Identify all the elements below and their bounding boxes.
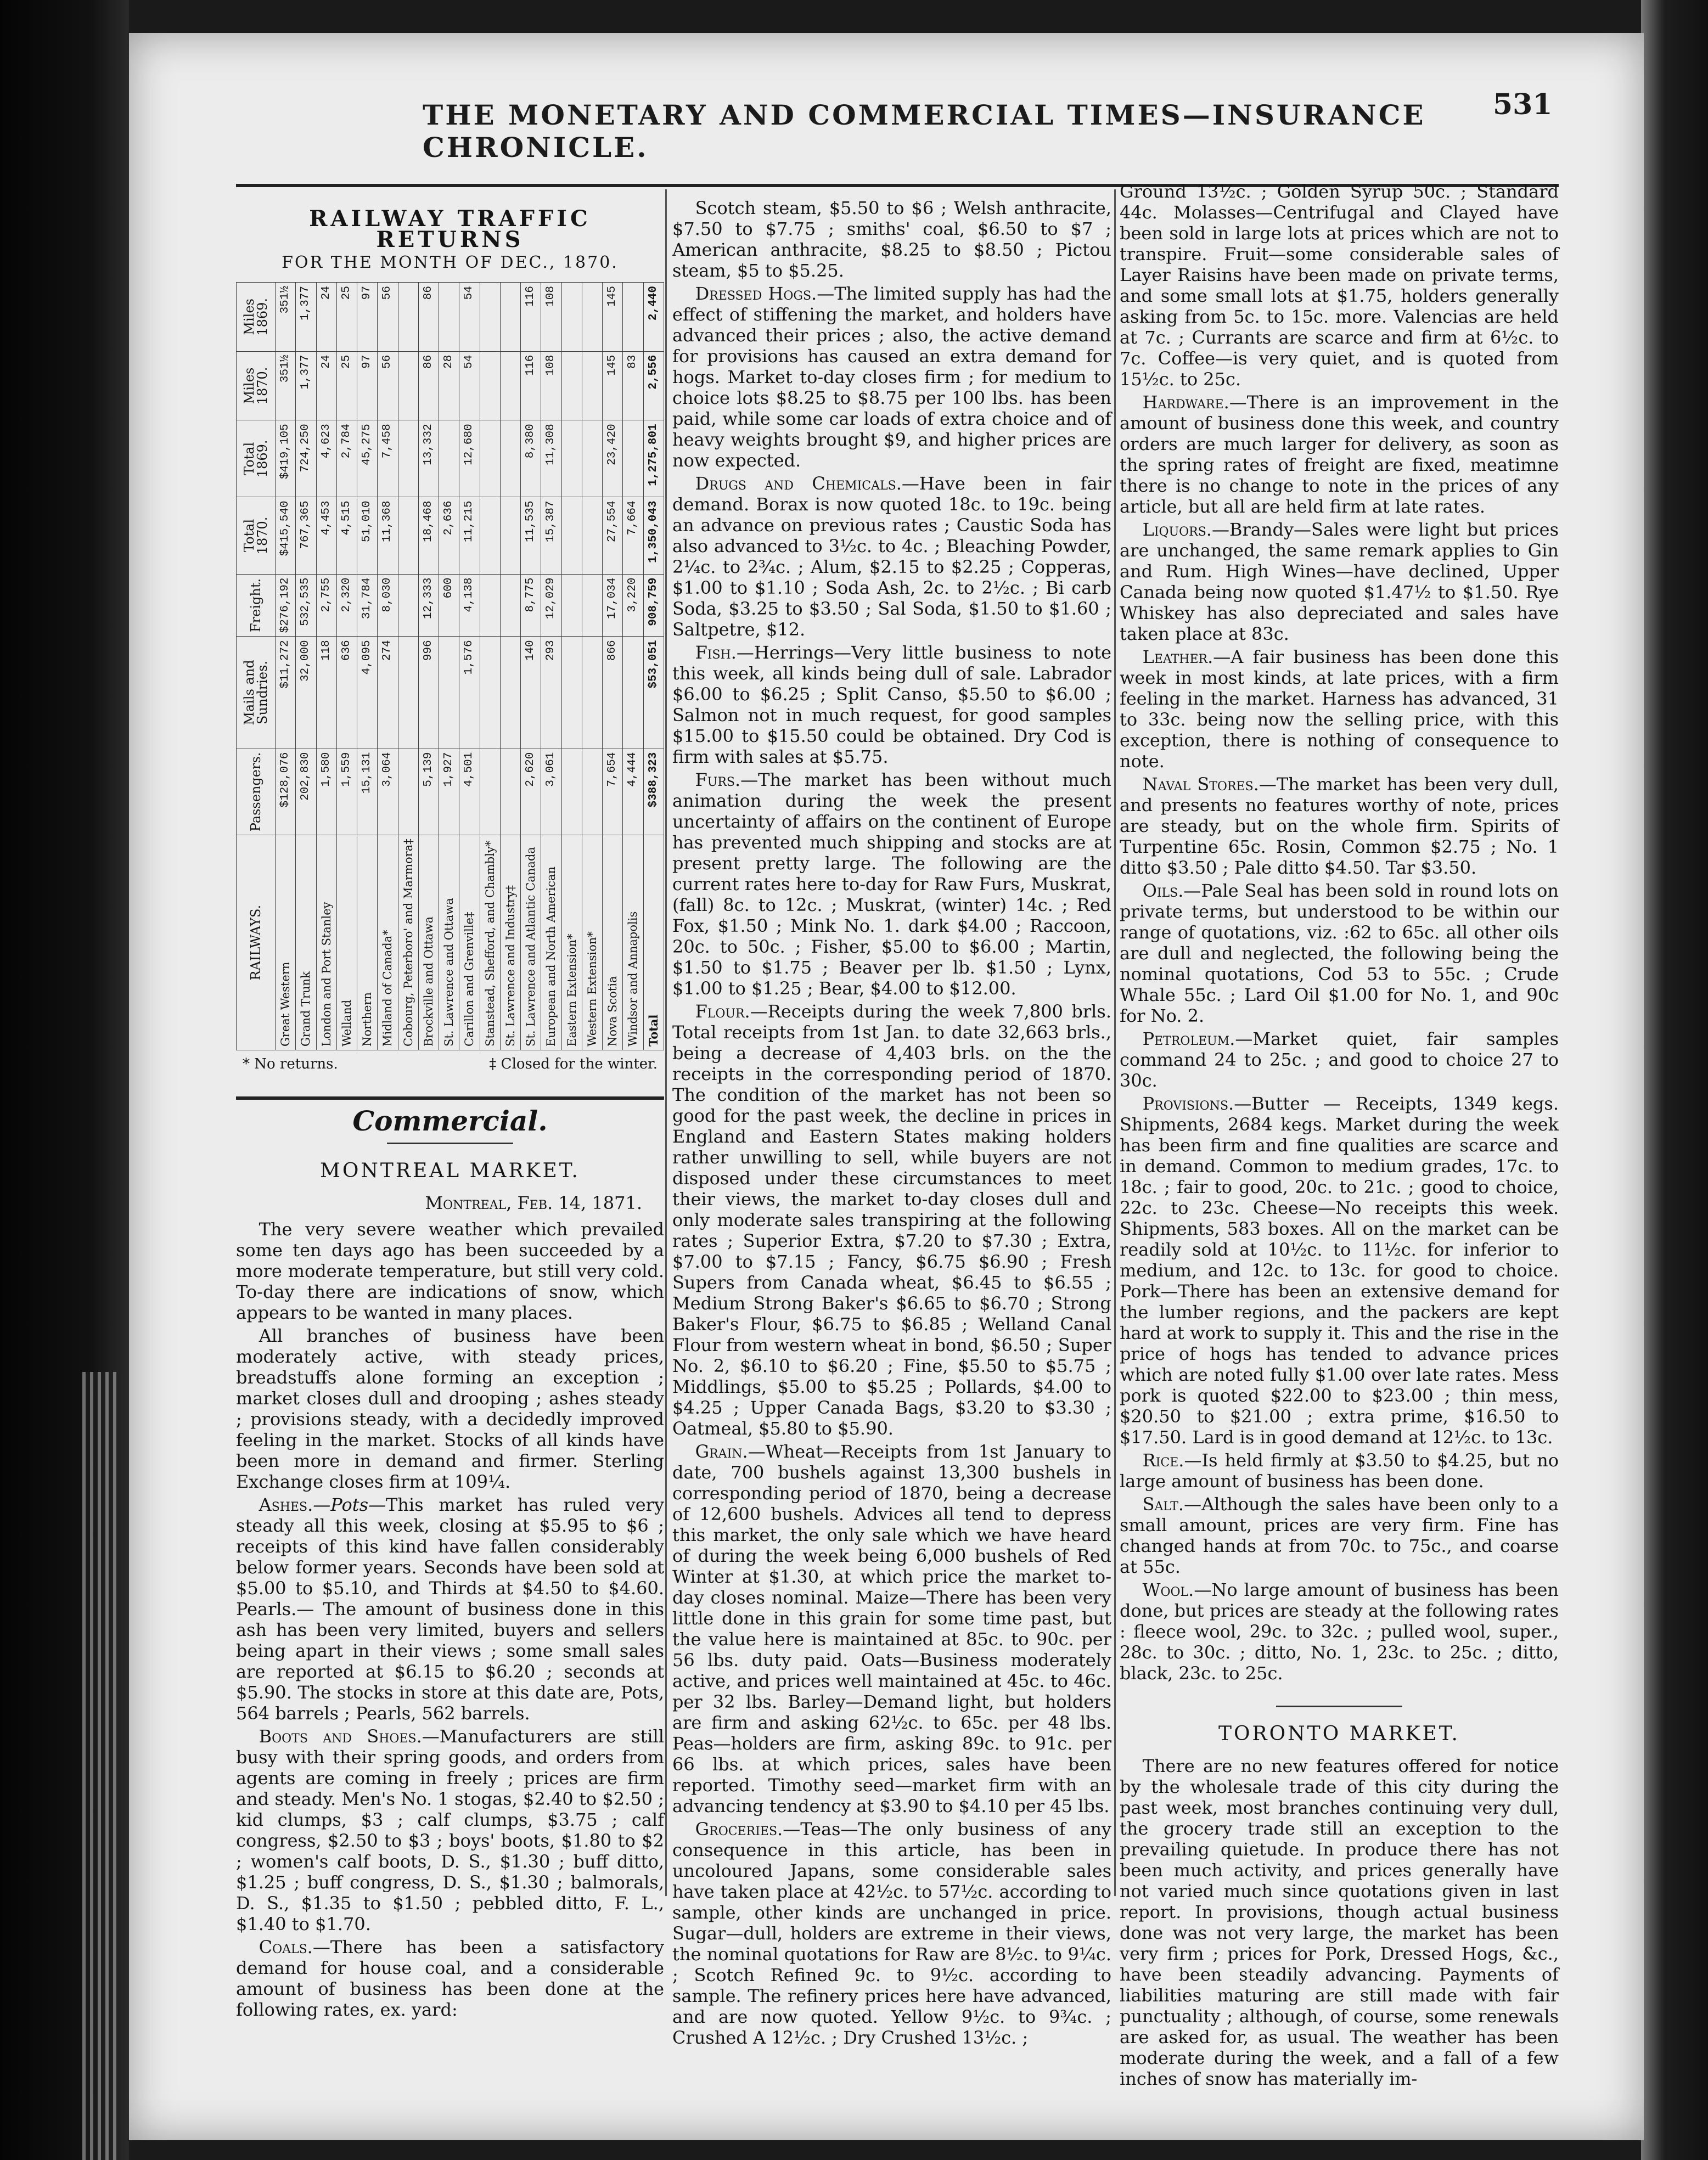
column-1 bbox=[236, 198, 664, 2022]
table-cell: 600 bbox=[439, 574, 459, 637]
table-cell: $276,192 bbox=[276, 574, 296, 637]
table-cell bbox=[439, 637, 459, 749]
paragraph: Ground 13½c. ; Golden Syrup 50c. ; Standard 44c. Molasses—Centrifugal and Clayed have been sold in large lots at prices which are not to transpire. Fruit—some considerable sales of Layer Raisins have been made on private terms, and some small lots at $1.75, holders generally asking from 5c. to 15c. more. Valencias are held at 7c. ; Currants are scarce and firm at 6½c. to 7c. Coffee—is very quiet, and is quoted from 15½c. to 25c. bbox=[1120, 181, 1559, 390]
paragraph-body: —No large amount of business has been done, but prices are steady at the following rates : fleece wool, 29c. to 32c. ; pulled wool, super., 28c. to 30c. ; ditto, No. 1, 23c. to 25c. ; ditto, black, 23c. to 25c. bbox=[1120, 1579, 1559, 1684]
paragraph-dressed-hogs bbox=[672, 283, 1111, 471]
table-cell: 866 bbox=[603, 637, 623, 749]
paragraph-body: —Pale Seal has been sold in round lots on private terms, but understood to be within our range of quotations, viz. :62 to 65c. all other oils are dull and neglected, the following being the nominal quotations, Cod 53 to 55c. ; Crude Whale 55c. ; Lard Oil $1.00 for No. 1, and 90c for No. 2. bbox=[1120, 880, 1559, 1026]
table-cell: 3,061 bbox=[541, 749, 561, 835]
table-cell: 1,580 bbox=[316, 749, 336, 835]
table-cell: 145 bbox=[603, 283, 623, 352]
table-cell bbox=[561, 497, 582, 574]
table-cell: 7,458 bbox=[378, 420, 398, 497]
paragraph-ashes bbox=[236, 1494, 664, 1724]
table-cell: 25 bbox=[336, 351, 357, 420]
table-row bbox=[500, 283, 520, 1050]
paragraph-body: —The market has been without much animation during the week the present uncertainty of affairs on the continent of Europe has prevented much shipping and stocks are at present pretty large. The following are the current rates here to-day for Raw Furs, Muskrat, (fall) 8c. to 12c. ; Muskrat, (winter) 14c. ; Red Fox, $1.50 ; Mink No. 1. dark $4.00 ; Raccoon, 20c. to 50c. ; Fisher, $5.00 to $6.00 ; Martin, $1.50 to $1.75 ; Beaver per lb. $1.50 ; Lynx, $1.00 to $1.25 ; Bear, $4.00 to $12.00. bbox=[672, 769, 1111, 999]
table-cell bbox=[398, 283, 418, 352]
paragraph-provisions bbox=[1120, 1093, 1559, 1448]
table-cell: 351½ bbox=[276, 283, 296, 352]
table-cell: 12,333 bbox=[418, 574, 439, 637]
paragraph: All branches of business have been moderately active, with steady prices, breadstuffs alone forming an exception ; market closes dull and drooping ; ashes steady ; provisions steady, with a decidedly improved feeling in the market. Stocks of all kinds have been more in demand and firmer. Sterling Exchange closes firm at 109¼. bbox=[236, 1325, 664, 1492]
paragraph-body: This market has ruled very steady all this week, closing at $5.95 to $6 ; receipts of this kind have fallen considerably below former years. Seconds have been sold at $5.00 to $5.10, and Thirds at $4.50 to $4.60. Pearls.— The amount of business done in this ash has been very limited, buyers and sellers being apart in their views ; some small sales are reported at $6.15 to $6.20 ; seconds at $5.90. The stocks in store at this date are, Pots, 564 barrels ; Pearls, 562 barrels. bbox=[236, 1494, 664, 1724]
table-row bbox=[603, 283, 623, 1050]
table-cell bbox=[582, 574, 602, 637]
paragraph-lead: Coals. bbox=[259, 1937, 313, 1958]
table-cell: 2,755 bbox=[316, 574, 336, 637]
table-row bbox=[276, 283, 296, 1050]
table-cell: 116 bbox=[521, 351, 541, 420]
table-row bbox=[316, 283, 336, 1050]
table-cell bbox=[582, 351, 602, 420]
table-cell: 11,215 bbox=[459, 497, 480, 574]
table-cell: 86 bbox=[418, 351, 439, 420]
paragraph-body: —Teas—The only business of any consequence in this article, has been in uncoloured Japans, some considerable sales have taken place at 42½c. to 57½c. according to sample, other kinds are unchanged in price. Sugar—dull, holders are extreme in their views, the nominal quotations for Raw are 8½c. to 9¼c. ; Scotch Refined 9c. to 9½c. according to sample. The refinery prices here have advanced, and are now quoted. Yellow 9½c. to 9¾c. ; Crushed A 12½c. ; Dry Crushed 13½c. ; bbox=[672, 1819, 1111, 2048]
railway-name-cell: Eastern Extension* bbox=[561, 835, 582, 1050]
table-cell: 23,420 bbox=[603, 420, 623, 497]
right-gutter bbox=[1641, 0, 1708, 2160]
traffic-table-container bbox=[236, 282, 664, 1050]
paragraph-grain bbox=[672, 1441, 1111, 1816]
table-cell: 996 bbox=[418, 637, 439, 749]
table-cell: 32,000 bbox=[296, 637, 316, 749]
table-row bbox=[623, 283, 643, 1050]
paragraph-lead: Oils. bbox=[1142, 880, 1184, 901]
table-cell: 1,559 bbox=[336, 749, 357, 835]
table-cell: 8,030 bbox=[378, 574, 398, 637]
paragraph-oils bbox=[1120, 880, 1559, 1026]
table-cell bbox=[561, 420, 582, 497]
paragraph-lead: Boots and Shoes. bbox=[259, 1726, 422, 1747]
table-cell: 1,377 bbox=[296, 283, 316, 352]
table-cell: 3,064 bbox=[378, 749, 398, 835]
traffic-table-title: RAILWAY TRAFFIC RETURNS bbox=[309, 206, 591, 252]
table-cell: 2,440 bbox=[643, 283, 664, 352]
dateline: Montreal, Feb. 14, 1871. bbox=[425, 1192, 642, 1213]
table-cell bbox=[398, 351, 418, 420]
table-cell: 54 bbox=[459, 283, 480, 352]
paragraph-lead: Naval Stores. bbox=[1142, 774, 1259, 795]
paragraph: The very severe weather which prevailed some ten days ago has been succeeded by a more moderate temperature, but still very cold. To-day there are indications of snow, which appears to be wanted in many places. bbox=[236, 1219, 664, 1323]
paragraph-liquors bbox=[1120, 519, 1559, 644]
table-cell: 4,138 bbox=[459, 574, 480, 637]
paragraph-subhead: —Pots— bbox=[313, 1494, 386, 1515]
table-cell: 108 bbox=[541, 351, 561, 420]
railway-name-cell: St. Lawrence and Industry‡ bbox=[500, 835, 520, 1050]
railway-name-cell: Great Western bbox=[276, 835, 296, 1050]
table-header-cell: Total 1869. bbox=[237, 420, 276, 497]
paragraph-drugs bbox=[672, 473, 1111, 640]
table-cell bbox=[500, 283, 520, 352]
montreal-market-heading: MONTREAL MARKET. bbox=[320, 1160, 580, 1182]
paragraph-body: —Herrings—Very little business to note this week, all kinds being dull of sale. Labrador $6.00 to $6.25 ; Split Canso, $5.50 to $6.00 ; Salmon not in much request, for good samples $15.00 to $15.50 could be obtained. Dry Cod is firm with sales at $5.75. bbox=[672, 642, 1111, 767]
table-cell bbox=[561, 574, 582, 637]
page-title: THE MONETARY AND COMMERCIAL TIMES—INSURANCE CHRONICLE. bbox=[423, 99, 1426, 164]
paragraph-lead: Ashes. bbox=[259, 1494, 313, 1515]
table-row bbox=[439, 283, 459, 1050]
table-cell bbox=[561, 283, 582, 352]
table-cell: $128,076 bbox=[276, 749, 296, 835]
paragraph-groceries bbox=[672, 1819, 1111, 2048]
paragraph-lead: Liquors. bbox=[1142, 519, 1212, 540]
railway-name-cell: Northern bbox=[357, 835, 378, 1050]
table-cell: 11,368 bbox=[378, 497, 398, 574]
column-rule-1 bbox=[665, 189, 667, 1896]
table-cell: 2,620 bbox=[521, 749, 541, 835]
paragraph-hardware bbox=[1120, 392, 1559, 517]
railway-name-cell: Grand Trunk bbox=[296, 835, 316, 1050]
table-cell: 908,759 bbox=[643, 574, 664, 637]
table-cell: 2,556 bbox=[643, 351, 664, 420]
table-cell: 97 bbox=[357, 283, 378, 352]
table-cell: 2,784 bbox=[336, 420, 357, 497]
table-cell bbox=[480, 351, 500, 420]
table-cell: 8,380 bbox=[521, 420, 541, 497]
table-cell bbox=[623, 420, 643, 497]
paragraph-body: —The limited supply has had the effect of stiffening the market, and holders have advanced their prices ; also, the active demand for provisions has caused an extra demand for hogs. Market to-day closes firm ; for medium to choice lots $8.25 to $8.75 per 100 lbs. has been paid, while some car loads of extra choice and of heavy weights brought $9, and higher prices are now expected. bbox=[672, 283, 1111, 471]
traffic-table-rotated bbox=[236, 282, 664, 1050]
table-cell bbox=[439, 283, 459, 352]
table-cell bbox=[561, 637, 582, 749]
short-rule bbox=[387, 1143, 513, 1144]
table-cell: 2,320 bbox=[336, 574, 357, 637]
paragraph-leather bbox=[1120, 646, 1559, 772]
paragraph-body: —A fair business has been done this week in most kinds, at late prices, with a firm feeling in the market. Harness has advanced, 31 to 33c. being now the selling price, with this exception, there is nothing of consequence to note. bbox=[1120, 646, 1559, 772]
table-cell: 11,535 bbox=[521, 497, 541, 574]
paragraph-lead: Flour. bbox=[695, 1001, 750, 1022]
paragraph-body: —Market quiet, fair samples command 24 to 25c. ; and good to choice 27 to 30c. bbox=[1120, 1028, 1559, 1091]
railway-name-cell: Western Extension* bbox=[582, 835, 602, 1050]
toronto-market-heading: TORONTO MARKET. bbox=[1218, 1723, 1460, 1745]
paragraph-body: —Brandy—Sales were light but prices are unchanged, the same remark applies to Gin and Rum. High Wines—have declined, Upper Canada being now quoted $1.47½ to $1.50. Rye Whiskey has also depreciated and sales have taken place at 83c. bbox=[1120, 519, 1559, 644]
table-cell: 532,535 bbox=[296, 574, 316, 637]
table-header-cell: Total 1870. bbox=[237, 497, 276, 574]
table-cell bbox=[480, 283, 500, 352]
table-cell bbox=[398, 420, 418, 497]
table-cell bbox=[623, 637, 643, 749]
paragraph-boots bbox=[236, 1726, 664, 1934]
table-cell bbox=[398, 749, 418, 835]
paragraph-body: —Wheat—Receipts from 1st January to date, 700 bushels against 13,300 bushels in corresponding period of 1870, being a decrease of 12,600 bushels. Advices all tend to depress this market, the only sale which we have heard of during the week being 6,000 bushels of Red Winter at $1.30, at which price the market to-day closes nominal. Maize—There has been very little done in this grain for some time past, but the value here is maintained at 85c. to 90c. per 56 lbs. duty paid. Oats—Business moderately active, and prices well maintained at 45c. to 46c. per 32 lbs. Barley—Demand light, but holders are firm and asking 62½c. to 65c. per 48 lbs. Peas—holders are firm, asking 89c. to 91c. per 66 lbs. at which prices, sales have been reported. Timothy seed—market firm with an advancing tendency at $3.90 to $4.10 per 45 lbs. bbox=[672, 1441, 1111, 1816]
table-row bbox=[378, 283, 398, 1050]
table-row bbox=[296, 283, 316, 1050]
table-cell bbox=[439, 420, 459, 497]
table-cell: 11,308 bbox=[541, 420, 561, 497]
table-row bbox=[459, 283, 480, 1050]
table-cell bbox=[500, 420, 520, 497]
table-cell: 8,775 bbox=[521, 574, 541, 637]
table-cell bbox=[500, 574, 520, 637]
table-cell: 5,139 bbox=[418, 749, 439, 835]
table-cell: 24 bbox=[316, 351, 336, 420]
table-cell: 274 bbox=[378, 637, 398, 749]
table-cell: 2,636 bbox=[439, 497, 459, 574]
paragraph-wool bbox=[1120, 1579, 1559, 1684]
table-header-cell: Passengers. bbox=[237, 749, 276, 835]
table-cell bbox=[500, 637, 520, 749]
table-cell: 4,515 bbox=[336, 497, 357, 574]
table-row bbox=[561, 283, 582, 1050]
table-cell: $419,105 bbox=[276, 420, 296, 497]
page-number: 531 bbox=[1493, 88, 1553, 121]
table-cell: 1,275,801 bbox=[643, 420, 664, 497]
paragraph-body: —Butter — Receipts, 1349 kegs. Shipments, 2684 kegs. Market during the week has been firm and fine qualities are scarce and in demand. Common to medium grades, 17c. to 18c. ; fair to good, 20c. to 21c. ; good to choice, 22c. to 23c. Cheese—No receipts this week. Shipments, 583 boxes. All on the market can be readily sold at 10½c. to 11½c. for inferior to medium, and 12c. to 13c. for good to choice. Pork—There has been an extensive demand for the lumber regions, and the packers are kept hard at work to supply it. This and the rise in the price of hogs has tended to advance prices which are noted fully $1.00 over late rates. Mess pork is quoted $22.00 to $23.00 ; thin mess, $20.50 to $21.00 ; extra prime, $16.50 to $17.50. Lard is in good demand at 12½c. to 13c. bbox=[1120, 1093, 1559, 1448]
paragraph-body: —Receipts during the week 7,800 brls. Total receipts from 1st Jan. to date 32,663 brls., being a decrease of 4,403 brls. on the the receipts in the corresponding period of 1870. The condition of the market has not been so good for the past week, the decline in prices in England and Eastern States making holders rather unwilling to sell, while buyers are not disposed under these circumstances to meet their views, the market to-day closes dull and only moderate sales transpiring at the following rates ; Superior Extra, $7.20 to $7.30 ; Extra, $7.00 to $7.15 ; Fancy, $6.75 $6.90 ; Fresh Supers from Canada wheat, $6.45 to $6.55 ; Medium Strong Baker's $6.65 to $6.70 ; Strong Baker's Flour, $6.75 to $6.85 ; Welland Canal Flour from western wheat in bond, $6.50 ; Super No. 2, $6.10 to $6.20 ; Fine, $5.50 to $5.75 ; Middlings, $5.00 to $5.25 ; Pollards, $4.00 to $4.25 ; Upper Canada Bags, $3.20 to $3.30 ; Oatmeal, $5.80 to $5.90. bbox=[672, 1001, 1111, 1439]
railway-name-cell: Nova Scotia bbox=[603, 835, 623, 1050]
paragraph-coals bbox=[236, 1937, 664, 2020]
table-row bbox=[418, 283, 439, 1050]
railway-name-cell: St. Lawrence and Ottawa bbox=[439, 835, 459, 1050]
table-cell: 28 bbox=[439, 351, 459, 420]
traffic-table-subtitle: FOR THE MONTH OF DEC., 1870. bbox=[282, 253, 619, 272]
table-cell bbox=[500, 497, 520, 574]
table-header-cell: Miles 1870. bbox=[237, 351, 276, 420]
column-rule-2 bbox=[1114, 189, 1116, 1896]
railway-name-cell: Brockville and Ottawa bbox=[418, 835, 439, 1050]
paragraph-naval-stores bbox=[1120, 774, 1559, 878]
table-row bbox=[357, 283, 378, 1050]
table-cell: 15,387 bbox=[541, 497, 561, 574]
railway-name-cell: Windsor and Annapolis bbox=[623, 835, 643, 1050]
table-cell bbox=[480, 749, 500, 835]
paragraph-lead: Dressed Hogs. bbox=[695, 283, 817, 304]
paragraph-lead: Rice. bbox=[1142, 1450, 1184, 1471]
table-header-cell: Mails and Sundries. bbox=[237, 637, 276, 749]
table-cell bbox=[398, 574, 418, 637]
paragraph-body: —Although the sales have been only to a small amount, prices are very firm. Fine has changed hands at from 70c. to 75c., and coarse at 55c. bbox=[1120, 1494, 1559, 1577]
table-cell: 1,350,043 bbox=[643, 497, 664, 574]
railway-name-cell: Midland of Canada* bbox=[378, 835, 398, 1050]
commercial-heading: Commercial. bbox=[352, 1105, 548, 1137]
table-cell: 1,576 bbox=[459, 637, 480, 749]
paragraph-flour bbox=[672, 1001, 1111, 1439]
table-cell: 4,453 bbox=[316, 497, 336, 574]
paragraph-toronto: There are no new features offered for notice by the wholesale trade of this city during the past week, most branches continuing very dull, the grocery trade still an exception to the prevailing quietude. In produce there has not been much activity, and prices generally have not varied much since quotations given in last report. In provisions, though actual business done was not very large, the market has been very firm ; prices for Pork, Dressed Hogs, &c., have been steadily advancing. Payments of liabilities maturing are still made with fair punctuality ; although, of course, some renewals are asked for, as usual. The weather has been moderate during the week, and a fall of a few inches of snow has materially im- bbox=[1120, 1756, 1559, 2089]
paragraph-body: —Have been in fair demand. Borax is now quoted 18c. to 19c. being an advance on previous rates ; Caustic Soda has also advanced to 3½c. to 4c. ; Bleaching Powder, 2¼c. to 2¾c. ; Alum, $2.15 to $2.25 ; Copperas, $1.00 to $1.10 ; Soda Ash, 2c. to 2½c. ; Bi carb Soda, $3.25 to $3.50 ; Sal Soda, $1.50 to $1.60 ; Saltpetre, $12. bbox=[672, 473, 1112, 640]
table-cell bbox=[500, 351, 520, 420]
paragraph-body: —The market has been very dull, and presents no features worthy of note, prices are steady, but on the whole firm. Spirits of Turpentine 65c. Rosin, Common $2.75 ; No. 1 ditto $3.50 ; Pale ditto $4.50. Tar $3.50. bbox=[1120, 774, 1559, 878]
table-cell: 56 bbox=[378, 351, 398, 420]
table-cell: 24 bbox=[316, 283, 336, 352]
table-header-cell: Freight. bbox=[237, 574, 276, 637]
table-cell bbox=[561, 749, 582, 835]
table-cell bbox=[623, 283, 643, 352]
table-cell: 3,220 bbox=[623, 574, 643, 637]
table-cell bbox=[582, 749, 602, 835]
railway-name-cell: Welland bbox=[336, 835, 357, 1050]
table-cell: 202,830 bbox=[296, 749, 316, 835]
table-cell: 45,275 bbox=[357, 420, 378, 497]
paragraph-body: —Is held firmly at $3.50 to $4.25, but no large amount of business has been done. bbox=[1120, 1450, 1559, 1492]
table-row bbox=[582, 283, 602, 1050]
table-cell: $11,272 bbox=[276, 637, 296, 749]
paragraph-lead: Salt. bbox=[1142, 1494, 1184, 1515]
binding-edge bbox=[82, 1372, 121, 2160]
table-cell: 13,332 bbox=[418, 420, 439, 497]
table-cell: 4,501 bbox=[459, 749, 480, 835]
table-row bbox=[541, 283, 561, 1050]
table-cell: 12,029 bbox=[541, 574, 561, 637]
paragraph-body: —There is an improvement in the amount of business done this week, and country orders are much larger for delivery, as soon as the spring rates of freight are fixed, meatimne there is no change to note in the prices of any article, but all are held firm at late rates. bbox=[1120, 392, 1559, 517]
column-3 bbox=[1120, 181, 1559, 2091]
table-cell: 293 bbox=[541, 637, 561, 749]
railway-name-cell: London and Port Stanley bbox=[316, 835, 336, 1050]
paragraph-lead: Drugs and Chemicals. bbox=[695, 473, 902, 494]
traffic-notes bbox=[243, 1054, 658, 1075]
table-cell: $388,323 bbox=[643, 749, 664, 835]
table-cell: 351½ bbox=[276, 351, 296, 420]
table-cell: 17,034 bbox=[603, 574, 623, 637]
paragraph-lead: Petroleum. bbox=[1142, 1028, 1235, 1049]
table-cell bbox=[480, 497, 500, 574]
paragraph-petroleum bbox=[1120, 1028, 1559, 1091]
table-cell: 724,250 bbox=[296, 420, 316, 497]
railway-name-cell: European and North American bbox=[541, 835, 561, 1050]
section-rule bbox=[236, 1096, 664, 1100]
table-cell: 145 bbox=[603, 351, 623, 420]
table-row bbox=[336, 283, 357, 1050]
paragraph-lead: Groceries. bbox=[695, 1819, 783, 1840]
table-cell: 116 bbox=[521, 283, 541, 352]
table-cell: 7,654 bbox=[603, 749, 623, 835]
table-cell bbox=[500, 749, 520, 835]
paragraph: Scotch steam, $5.50 to $6 ; Welsh anthracite, $7.50 to $7.75 ; smiths' coal, $6.50 to $7 ; American anthracite, $8.25 to $8.50 ; Pictou steam, $5 to $5.25. bbox=[672, 198, 1111, 281]
paragraph-lead: Furs. bbox=[695, 769, 741, 790]
table-cell: 56 bbox=[378, 283, 398, 352]
railway-name-cell: St. Lawrence and Atlantic Canada bbox=[521, 835, 541, 1050]
table-row bbox=[521, 283, 541, 1050]
table-cell bbox=[582, 497, 602, 574]
paragraph-fish bbox=[672, 642, 1111, 767]
table-cell: 140 bbox=[521, 637, 541, 749]
table-header-cell: RAILWAYS. bbox=[237, 835, 276, 1050]
railway-name-cell: Total bbox=[643, 835, 664, 1050]
table-cell: $53,051 bbox=[643, 637, 664, 749]
table-cell: 31,784 bbox=[357, 574, 378, 637]
table-cell: 18,468 bbox=[418, 497, 439, 574]
running-header bbox=[296, 82, 1614, 164]
table-row bbox=[398, 283, 418, 1050]
table-cell: 97 bbox=[357, 351, 378, 420]
railway-name-cell: Stanstead, Shefford, and Chambly* bbox=[480, 835, 500, 1050]
table-cell bbox=[398, 637, 418, 749]
paragraph-body: —Manufacturers are still busy with their spring goods, and orders from agents are coming in freely ; prices are firm and steady. Men's No. 1 stogas, $2.40 to $2.50 ; kid clumps, $3 ; calf clumps, $3.75 ; calf congress, $2.50 to $3 ; boys' boots, $1.80 to $2 ; women's calf boots, D. S., $1.30 ; buff ditto, $1.25 ; buff congress, D. S., $1.30 ; balmorals, D. S., $1.35 to $1.50 ; pebbled ditto, F. L., $1.40 to $1.70. bbox=[236, 1726, 664, 1934]
table-cell bbox=[582, 283, 602, 352]
table-cell bbox=[398, 497, 418, 574]
table-cell: 27,554 bbox=[603, 497, 623, 574]
paragraph-lead: Provisions. bbox=[1142, 1093, 1234, 1114]
traffic-table bbox=[236, 282, 664, 1050]
note-closed-winter: ‡ Closed for the winter. bbox=[489, 1056, 658, 1072]
paragraph-lead: Fish. bbox=[695, 642, 737, 663]
table-cell: 83 bbox=[623, 351, 643, 420]
table-cell: 25 bbox=[336, 283, 357, 352]
table-cell bbox=[480, 574, 500, 637]
table-cell: 767,365 bbox=[296, 497, 316, 574]
table-header-cell: Miles 1869. bbox=[237, 283, 276, 352]
paragraph-lead: Grain. bbox=[695, 1441, 748, 1462]
table-cell: 12,680 bbox=[459, 420, 480, 497]
table-cell bbox=[480, 637, 500, 749]
railway-name-cell: Carillon and Grenville‡ bbox=[459, 835, 480, 1050]
paragraph-body: —There has been a satisfactory demand for house coal, and a considerable amount of business has been done at the following rates, ex. yard: bbox=[236, 1937, 664, 2020]
table-cell bbox=[561, 351, 582, 420]
paragraph-lead: Leather. bbox=[1142, 646, 1213, 667]
table-total-row bbox=[643, 283, 664, 1050]
paragraph-salt bbox=[1120, 1494, 1559, 1577]
table-cell: 86 bbox=[418, 283, 439, 352]
paragraph-furs bbox=[672, 769, 1111, 999]
railway-name-cell: Cobourg, Peterboro' and Marmora‡ bbox=[398, 835, 418, 1050]
table-cell: 15,131 bbox=[357, 749, 378, 835]
table-cell: 4,623 bbox=[316, 420, 336, 497]
short-rule bbox=[1276, 1706, 1402, 1707]
table-row bbox=[480, 283, 500, 1050]
table-cell bbox=[582, 637, 602, 749]
table-cell bbox=[480, 420, 500, 497]
table-cell: 118 bbox=[316, 637, 336, 749]
paragraph-lead: Hardware. bbox=[1142, 392, 1229, 413]
table-cell: 1,377 bbox=[296, 351, 316, 420]
table-cell: $415,540 bbox=[276, 497, 296, 574]
table-cell: 108 bbox=[541, 283, 561, 352]
table-cell bbox=[582, 420, 602, 497]
table-cell: 4,095 bbox=[357, 637, 378, 749]
paragraph-rice bbox=[1120, 1450, 1559, 1492]
table-cell: 4,444 bbox=[623, 749, 643, 835]
table-cell: 54 bbox=[459, 351, 480, 420]
column-2 bbox=[672, 198, 1111, 2050]
table-cell: 636 bbox=[336, 637, 357, 749]
table-cell: 7,664 bbox=[623, 497, 643, 574]
table-cell: 1,927 bbox=[439, 749, 459, 835]
note-no-returns: * No returns. bbox=[243, 1056, 338, 1072]
table-cell: 51,010 bbox=[357, 497, 378, 574]
paragraph-lead: Wool. bbox=[1142, 1579, 1194, 1600]
